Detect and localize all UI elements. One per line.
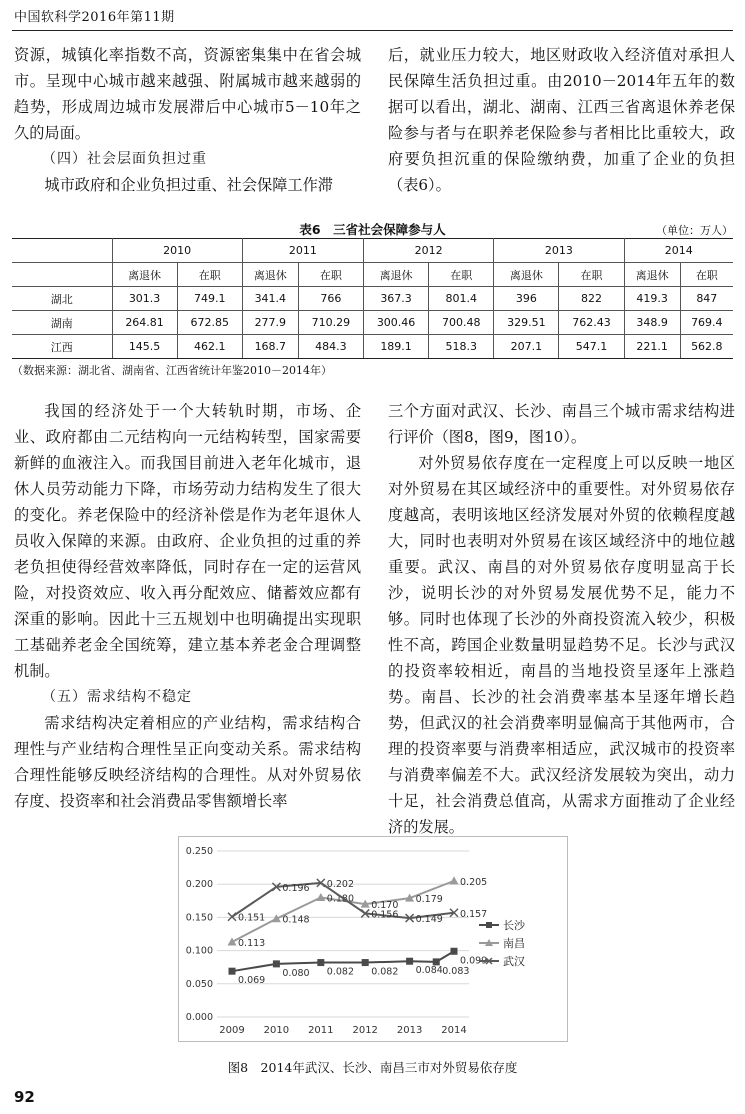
header-rule (12, 30, 733, 31)
legend-label: 南昌 (503, 937, 525, 950)
province-cell: 湖南 (12, 311, 112, 335)
table-cell: 749.1 (177, 287, 242, 311)
left-column-top (14, 42, 361, 198)
table-cell: 419.3 (624, 287, 680, 311)
table-cell: 766 (298, 287, 363, 311)
legend-marker (486, 922, 492, 928)
data-point (433, 958, 440, 965)
page-number: 92 (14, 1088, 35, 1106)
table-caption (12, 218, 733, 238)
table-title: 表6 三省社会保障参与人 (299, 222, 446, 237)
table-cell: 341.4 (242, 287, 298, 311)
paragraph: 需求结构决定着相应的产业结构，需求结构合理性与产业结构合理性呈正向变动关系。需求结构合理性能够反映经济结构的合理性。从对外贸易依存度、投资率和社会消费品零售额增长率 (14, 714, 361, 810)
table-cell: 462.1 (177, 335, 242, 359)
table-cell: 769.4 (680, 311, 733, 335)
table-cell: 710.29 (298, 311, 363, 335)
y-tick-label: 0.200 (185, 879, 213, 891)
legend-label: 武汉 (503, 955, 525, 968)
table-corner-cell (12, 263, 112, 287)
data-label: 0.157 (460, 908, 488, 920)
journal-header: 中国软科学2016年第11期 (14, 10, 175, 25)
data-label: 0.205 (460, 876, 488, 888)
data-label: 0.148 (282, 914, 310, 926)
table-cell: 264.81 (112, 311, 177, 335)
data-label: 0.196 (282, 882, 310, 894)
x-tick-label: 2009 (219, 1025, 245, 1036)
subheader-cell: 离退休 (364, 263, 429, 287)
province-cell: 湖北 (12, 287, 112, 311)
paragraph: 我国的经济处于一个大转轨时期，市场、企业、政府都由二元结构向一元结构转型，国家需要新鲜的血液注入。而我国目前进入老年化城市，退休人员劳动能力下降，市场劳动力结构发生了很大的变化。养老保险中的经济补偿是作为老年退休人员收入保障的来源。由政府、企业负担的过重的养老负担使得经营效率降低，同时存在一定的运营风险，对投资效应、收入再分配效应、储蓄效应都有深重的影响。因此十三五规划中也明确提出实现职工基础养老金全国统筹，建立基本养老金合理调整机制。 (14, 402, 361, 680)
section-heading: （四）社会层面负担过重 (42, 151, 207, 167)
data-label: 0.170 (371, 900, 399, 912)
data-point (362, 959, 369, 966)
data-label: 0.082 (326, 966, 355, 978)
table-cell: 547.1 (559, 335, 624, 359)
table-cell: 221.1 (624, 335, 680, 359)
data-label: 0.156 (371, 909, 399, 921)
data-label: 0.083 (442, 965, 470, 977)
province-cell: 江西 (12, 335, 112, 359)
table-cell: 672.85 (177, 311, 242, 335)
table-source-note: （数据来源：湖北省、湖南省、江西省统计年鉴2010－2014年） (12, 364, 332, 377)
y-tick-label: 0.150 (185, 912, 213, 924)
data-label: 0.149 (415, 914, 443, 926)
table-cell: 145.5 (112, 335, 177, 359)
table-row (12, 287, 733, 311)
table-row (12, 335, 733, 359)
subheader-cell: 在职 (559, 263, 624, 287)
data-label: 0.099 (460, 955, 488, 967)
figure-caption: 图8 2014年武汉、长沙、南昌三市对外贸易依存度 (227, 1060, 518, 1075)
subheader-cell: 在职 (429, 263, 494, 287)
series-line-南昌 (232, 878, 454, 942)
right-column-bottom (388, 398, 735, 840)
table-cell: 301.3 (112, 287, 177, 311)
y-tick-label: 0.000 (185, 1012, 213, 1023)
data-point (229, 968, 236, 975)
table-cell: 762.43 (559, 311, 624, 335)
data-point (228, 937, 237, 945)
paragraph: 后，就业压力较大，地区财政收入经济值对承担人民保障生活负担过重。由2010－2014年五年的数据可以看出，湖北、湖南、江西三省离退休养老保险参与者与在职养老保险参与者相比比重较大，政府要负担沉重的保险缴纳费，加重了企业的负担（表6）。 (388, 46, 735, 194)
year-header-cell: 2013 (494, 239, 624, 263)
section-heading: （五）需求结构不稳定 (42, 689, 192, 705)
table-unit: （单位：万人） (656, 224, 733, 237)
table-cell: 396 (494, 287, 559, 311)
data-label: 0.084 (415, 965, 443, 977)
chart-svg (179, 837, 569, 1043)
x-tick-label: 2010 (263, 1025, 290, 1036)
subheader-cell: 离退休 (242, 263, 298, 287)
data-label: 0.113 (238, 937, 266, 949)
table-cell: 822 (559, 287, 624, 311)
year-header-cell: 2010 (112, 239, 242, 263)
paragraph: 三个方面对武汉、长沙、南昌三个城市需求结构进行评价（图8，图9，图10）。 (388, 402, 735, 446)
subheader-cell: 在职 (177, 263, 242, 287)
table-cell: 801.4 (429, 287, 494, 311)
year-header-cell: 2012 (364, 239, 494, 263)
table-year-header-row (12, 239, 733, 263)
x-tick-label: 2012 (352, 1025, 378, 1036)
table-cell: 207.1 (494, 335, 559, 359)
data-point (406, 958, 413, 965)
table-cell: 367.3 (364, 287, 429, 311)
table-cell: 484.3 (298, 335, 363, 359)
table-corner-cell (12, 239, 112, 263)
y-tick-label: 0.250 (185, 846, 213, 857)
subheader-cell: 在职 (680, 263, 733, 287)
paragraph: 城市政府和企业负担过重、社会保障工作滞 (44, 176, 333, 194)
x-tick-label: 2013 (396, 1025, 423, 1036)
subheader-cell: 离退休 (624, 263, 680, 287)
data-label: 0.082 (371, 966, 399, 978)
table-cell: 348.9 (624, 311, 680, 335)
year-header-cell: 2014 (624, 239, 733, 263)
data-label: 0.080 (282, 967, 310, 979)
table-cell: 700.48 (429, 311, 494, 335)
subheader-cell: 离退休 (112, 263, 177, 287)
data-point (228, 913, 236, 921)
data-label: 0.069 (238, 975, 266, 987)
left-column-bottom (14, 398, 361, 814)
table-subheader-row (12, 263, 733, 287)
subheader-cell: 离退休 (494, 263, 559, 287)
year-header-cell: 2011 (242, 239, 363, 263)
y-tick-label: 0.050 (185, 978, 213, 990)
data-label: 0.151 (238, 912, 266, 924)
data-label: 0.179 (415, 894, 443, 906)
data-point (273, 960, 280, 967)
table-cell: 562.8 (680, 335, 733, 359)
table-cell: 329.51 (494, 311, 559, 335)
subheader-cell: 在职 (298, 263, 363, 287)
x-tick-label: 2011 (308, 1025, 334, 1036)
data-point (451, 948, 458, 955)
table-cell: 168.7 (242, 335, 298, 359)
table-cell: 277.9 (242, 311, 298, 335)
table-cell: 300.46 (364, 311, 429, 335)
table-cell: 518.3 (429, 335, 494, 359)
table-cell: 847 (680, 287, 733, 311)
data-label: 0.180 (326, 893, 355, 905)
social-security-table (12, 238, 733, 359)
right-column-top (388, 42, 735, 198)
table-cell: 189.1 (364, 335, 429, 359)
data-point (317, 959, 324, 966)
y-tick-label: 0.100 (185, 945, 213, 957)
data-label: 0.202 (326, 878, 355, 890)
x-tick-label: 2014 (441, 1025, 467, 1036)
paragraph: 对外贸易依存度在一定程度上可以反映一地区对外贸易在其区域经济中的重要性。对外贸易依存度越高，表明该地区经济发展对外贸的依赖程度越大，同时也表明对外贸易在该区域经济中的地位越重要。武汉、南昌的对外贸易依存度明显高于长沙，说明长沙的对外贸易发展优势不足，能力不够。同时也体现了长沙的外商投资流入较少，积极性不高，跨国企业数量明显趋势不足。长沙与武汉的投资率较相近，南昌的当地投资呈逐年上涨趋势。南昌、长沙的社会消费率基本呈逐年增长趋势，但武汉的社会消费率明显偏高于其他两市，合理的投资率要与消费率相适应，武汉城市的投资率与消费率偏差不大。武汉经济发展较为突出，动力十足，社会消费总值高，从需求方面推动了企业经济的发展。 (388, 454, 735, 836)
trade-dependence-chart (178, 836, 568, 1042)
table-row (12, 311, 733, 335)
paragraph: 资源，城镇化率指数不高，资源密集集中在省会城市。呈现中心城市越来越强、附属城市越来越弱的趋势，形成周边城市发展滞后中心城市5－10年之久的局面。 (14, 46, 361, 142)
legend-label: 长沙 (503, 919, 525, 932)
data-point (450, 876, 459, 884)
